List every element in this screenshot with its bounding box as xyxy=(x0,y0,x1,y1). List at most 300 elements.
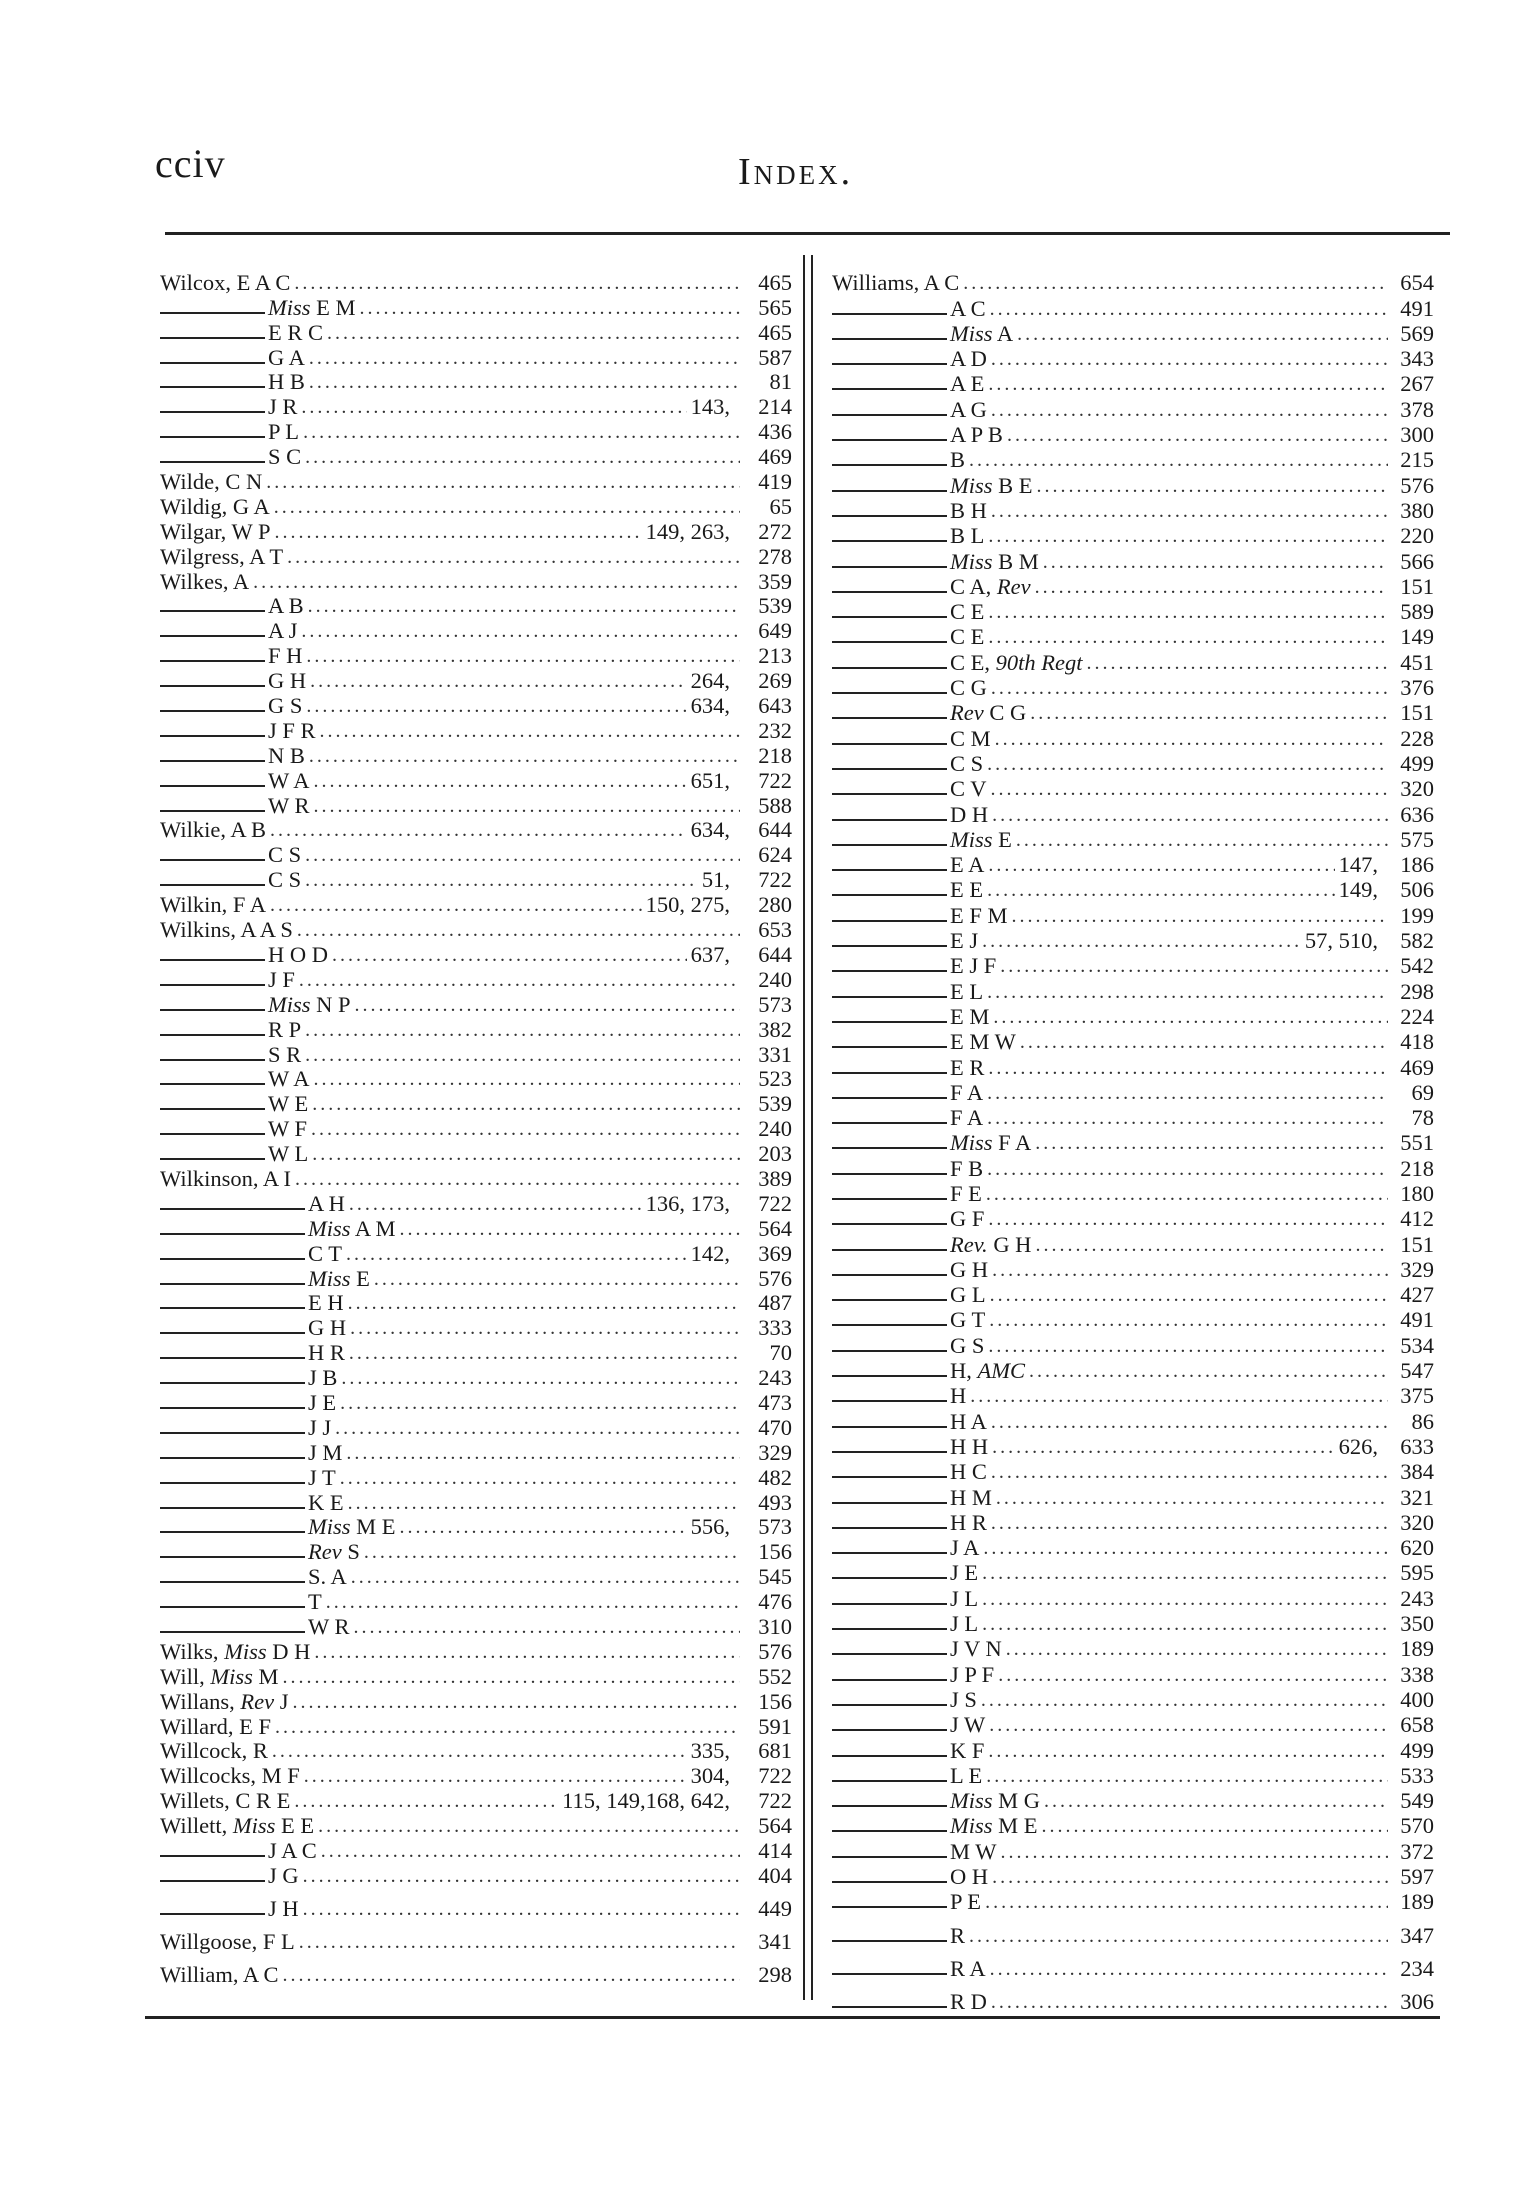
ditto-dash xyxy=(832,2006,947,2008)
page-ref: 419 xyxy=(758,469,792,495)
index-entry xyxy=(832,1535,1434,1560)
entry-name: J L xyxy=(950,1585,979,1611)
index-entry xyxy=(832,396,1434,421)
page-ref: 86 xyxy=(1411,1408,1434,1434)
dot-leader xyxy=(1006,1637,1388,1661)
index-entry xyxy=(160,1614,792,1639)
ditto-dash xyxy=(832,743,947,745)
dot-leader xyxy=(990,297,1388,321)
entry-name: E L xyxy=(950,978,984,1004)
dot-leader xyxy=(332,943,687,967)
page-ref: 487 xyxy=(758,1290,792,1316)
index-entry xyxy=(832,447,1434,472)
ditto-dash xyxy=(160,1083,265,1085)
entry-name: G T xyxy=(950,1307,986,1333)
index-entry xyxy=(832,649,1434,674)
dot-leader xyxy=(313,1067,740,1091)
ditto-dash xyxy=(832,1628,947,1630)
entry-name: J S xyxy=(950,1686,977,1712)
entry-name: S. A xyxy=(308,1564,347,1590)
extra-page-refs: 634, xyxy=(690,817,730,843)
page-ref: 427 xyxy=(1400,1282,1434,1308)
ditto-dash xyxy=(832,515,947,517)
entry-name: H A xyxy=(950,1408,987,1434)
dot-leader xyxy=(990,777,1388,801)
dot-leader xyxy=(346,1242,687,1266)
dot-leader xyxy=(991,1460,1388,1484)
page-ref: 375 xyxy=(1400,1383,1434,1409)
ditto-dash xyxy=(832,819,947,821)
index-entry xyxy=(160,1714,792,1739)
index-entry xyxy=(832,1889,1434,1914)
page-ref: 320 xyxy=(1400,1509,1434,1535)
index-entry xyxy=(832,1687,1434,1712)
dot-leader xyxy=(995,727,1388,751)
ditto-dash xyxy=(160,1457,305,1459)
index-entry xyxy=(160,917,792,942)
dot-leader xyxy=(253,570,740,594)
dot-leader xyxy=(305,445,740,469)
dot-leader xyxy=(991,347,1388,371)
page-ref: 384 xyxy=(1400,1459,1434,1485)
dot-leader xyxy=(341,1366,740,1390)
index-entry xyxy=(832,1661,1434,1686)
entry-name: J M xyxy=(308,1439,343,1465)
index-entry xyxy=(832,1788,1434,1813)
page-ref: 151 xyxy=(1400,700,1434,726)
index-entry xyxy=(832,1130,1434,1155)
dot-leader xyxy=(982,1587,1388,1611)
index-entry xyxy=(160,793,792,818)
dot-leader xyxy=(988,625,1388,649)
entry-name: Miss M E xyxy=(950,1813,1038,1839)
index-entry xyxy=(832,1004,1434,1029)
dot-leader xyxy=(983,1536,1388,1560)
dot-leader xyxy=(400,1217,740,1241)
dot-leader xyxy=(991,1990,1388,2014)
extra-page-refs: 51, xyxy=(701,867,730,893)
entry-name: Wilgress, A T xyxy=(160,543,284,569)
dot-leader xyxy=(988,524,1388,548)
dot-leader xyxy=(309,346,740,370)
dot-leader xyxy=(987,878,1335,902)
index-entry xyxy=(160,519,792,544)
page-ref: 722 xyxy=(758,1190,792,1216)
index-entry xyxy=(832,1181,1434,1206)
ditto-dash xyxy=(832,1173,947,1175)
page-ref: 228 xyxy=(1400,725,1434,751)
entry-name: J A C xyxy=(268,1838,317,1863)
extra-page-refs: 115, 149,168, 642, xyxy=(562,1788,730,1814)
page-ref: 215 xyxy=(1400,447,1434,473)
ditto-dash xyxy=(832,1755,947,1757)
page-ref: 636 xyxy=(1400,801,1434,827)
index-entry xyxy=(160,1067,792,1092)
dot-leader xyxy=(308,594,740,618)
ditto-dash xyxy=(832,1906,947,1908)
dot-leader xyxy=(335,1416,740,1440)
ditto-dash xyxy=(832,490,947,492)
entry-name: Wildig, G A xyxy=(160,493,270,519)
index-entry xyxy=(160,1440,792,1465)
entry-name: J A xyxy=(950,1535,980,1561)
dot-leader xyxy=(301,619,740,643)
page-ref: 499 xyxy=(1400,1737,1434,1763)
page-ref: 569 xyxy=(1400,320,1434,346)
index-entry xyxy=(160,1315,792,1340)
entry-name: Miss A M xyxy=(308,1215,396,1241)
ditto-dash xyxy=(160,1432,305,1434)
ditto-dash xyxy=(832,388,947,390)
index-entry xyxy=(832,422,1434,447)
dot-leader xyxy=(318,1814,740,1838)
entry-name: J P F xyxy=(950,1661,995,1687)
dot-leader xyxy=(349,1341,740,1365)
extra-page-refs: 637, xyxy=(690,941,730,967)
entry-name: Miss B M xyxy=(950,548,1039,574)
dot-leader xyxy=(311,1117,740,1141)
page-ref: 552 xyxy=(758,1663,792,1689)
dot-leader xyxy=(1020,1030,1388,1054)
dot-leader xyxy=(1087,651,1389,675)
page-ref: 582 xyxy=(1400,928,1434,954)
index-entry xyxy=(832,1383,1434,1408)
entry-name: C A, Rev xyxy=(950,573,1031,599)
page-ref: 565 xyxy=(758,294,792,320)
dot-leader xyxy=(326,1590,740,1614)
page-ref: 573 xyxy=(758,1514,792,1540)
index-entry xyxy=(832,371,1434,396)
page-ref: 539 xyxy=(758,593,792,619)
entry-name: Miss A xyxy=(950,320,1014,346)
entry-name: R D xyxy=(950,1989,987,2015)
entry-name: Willett, Miss E E xyxy=(160,1813,315,1839)
entry-name: N B xyxy=(268,742,305,768)
dot-leader xyxy=(348,1291,740,1315)
index-entry xyxy=(832,1510,1434,1535)
entry-name: E M W xyxy=(950,1029,1016,1055)
page-ref: 343 xyxy=(1400,346,1434,372)
page-ref: 224 xyxy=(1400,1003,1434,1029)
ditto-dash xyxy=(832,717,947,719)
index-entry xyxy=(160,1788,792,1813)
entry-name: R xyxy=(950,1922,966,1948)
page-ref: 570 xyxy=(1400,1813,1434,1839)
index-entry xyxy=(832,270,1434,295)
entry-name: J R xyxy=(268,394,298,420)
dot-leader xyxy=(310,669,687,693)
entry-name: L E xyxy=(950,1762,983,1788)
entry-name: Wilkinson, A I xyxy=(160,1165,291,1191)
index-entry xyxy=(832,1838,1434,1863)
ditto-dash xyxy=(160,362,265,364)
page-ref: 278 xyxy=(758,543,792,569)
page-ref: 551 xyxy=(1400,1130,1434,1156)
ditto-dash xyxy=(160,1258,305,1260)
page-ref: 534 xyxy=(1400,1332,1434,1358)
dot-leader xyxy=(266,470,740,494)
index-entry xyxy=(832,1956,1434,1981)
entry-name: C E, 90th Regt xyxy=(950,649,1083,675)
index-entry xyxy=(160,892,792,917)
entry-name: C E xyxy=(950,599,985,625)
dot-leader xyxy=(996,1486,1388,1510)
page-ref: 186 xyxy=(1400,852,1434,878)
page-ref: 414 xyxy=(758,1838,792,1863)
index-entry xyxy=(160,1042,792,1067)
ditto-dash xyxy=(832,1299,947,1301)
page-ref: 576 xyxy=(758,1265,792,1291)
index-entry xyxy=(832,498,1434,523)
ditto-dash xyxy=(160,884,265,886)
page-ref: 482 xyxy=(758,1464,792,1490)
index-entry xyxy=(832,1636,1434,1661)
entry-name: A H xyxy=(308,1190,345,1216)
index-entry xyxy=(832,1434,1434,1459)
index-entry xyxy=(160,345,792,370)
index-entry xyxy=(160,419,792,444)
ditto-dash xyxy=(832,920,947,922)
dot-leader xyxy=(312,1092,740,1116)
entry-name: William, A C xyxy=(160,1961,279,1987)
dot-leader xyxy=(988,1739,1388,1763)
ditto-dash xyxy=(160,735,265,737)
index-entry xyxy=(832,1282,1434,1307)
ditto-dash xyxy=(160,1880,265,1882)
index-entry xyxy=(832,1257,1434,1282)
entry-name: G L xyxy=(950,1282,986,1308)
dot-leader xyxy=(991,499,1388,523)
extra-page-refs: 142, xyxy=(690,1240,730,1266)
dot-leader xyxy=(1037,474,1388,498)
page-ref: 545 xyxy=(758,1564,792,1590)
extra-page-refs: 147, xyxy=(1338,852,1378,878)
index-entry xyxy=(832,1206,1434,1231)
dot-leader xyxy=(1043,550,1388,574)
page-ref: 213 xyxy=(758,643,792,669)
entry-name: Rev S xyxy=(308,1539,360,1565)
entry-name: J F xyxy=(268,966,295,992)
page-ref: 649 xyxy=(758,618,792,644)
entry-name: J T xyxy=(308,1464,336,1490)
page-ref: 180 xyxy=(1400,1180,1434,1206)
page-ref: 493 xyxy=(758,1489,792,1515)
page-ref: 306 xyxy=(1400,1989,1434,2015)
dot-leader xyxy=(303,420,740,444)
index-entry xyxy=(160,544,792,569)
ditto-dash xyxy=(832,1046,947,1048)
dot-leader xyxy=(355,993,740,1017)
dot-leader xyxy=(305,1018,740,1042)
dot-leader xyxy=(400,1515,687,1539)
index-entry xyxy=(160,494,792,519)
entry-name: Miss B E xyxy=(950,472,1033,498)
page-ref: 272 xyxy=(758,518,792,544)
extra-page-refs: 136, 173, xyxy=(645,1190,730,1216)
index-entry xyxy=(832,1408,1434,1433)
entry-name: F A xyxy=(950,1105,984,1131)
ditto-dash xyxy=(160,1482,305,1484)
dot-leader xyxy=(982,929,1301,953)
entry-name: Rev. G H xyxy=(950,1231,1032,1257)
ditto-dash xyxy=(832,1122,947,1124)
entry-name: E F M xyxy=(950,902,1008,928)
entry-name: E E xyxy=(950,877,984,903)
extra-page-refs: 149, 263, xyxy=(645,518,730,544)
dot-leader xyxy=(1017,322,1388,346)
extra-page-refs: 264, xyxy=(690,668,730,694)
page-ref: 220 xyxy=(1400,523,1434,549)
page-ref: 620 xyxy=(1400,1535,1434,1561)
entry-name: Willans, Rev J xyxy=(160,1688,289,1714)
index-entry xyxy=(832,1737,1434,1762)
dot-leader xyxy=(986,1182,1388,1206)
dot-leader xyxy=(985,1890,1388,1914)
page-ref: 81 xyxy=(769,369,792,395)
page-ref: 151 xyxy=(1400,1231,1434,1257)
index-entry xyxy=(160,668,792,693)
page-ref: 566 xyxy=(1400,548,1434,574)
index-entry xyxy=(160,1813,792,1838)
page-ref: 588 xyxy=(758,792,792,818)
ditto-dash xyxy=(160,1009,265,1011)
index-entry xyxy=(160,1639,792,1664)
index-entry xyxy=(832,574,1434,599)
page-ref: 333 xyxy=(758,1315,792,1341)
page-ref: 591 xyxy=(758,1713,792,1739)
dot-leader xyxy=(292,1690,740,1714)
page-ref: 564 xyxy=(758,1215,792,1241)
ditto-dash xyxy=(160,635,265,637)
index-entry xyxy=(160,1241,792,1266)
extra-page-refs: 150, 275, xyxy=(645,892,730,918)
dot-leader xyxy=(275,1715,740,1739)
dot-leader xyxy=(992,1258,1388,1282)
page-ref: 589 xyxy=(1400,599,1434,625)
dot-leader xyxy=(990,1957,1388,1981)
page-ref: 359 xyxy=(758,568,792,594)
ditto-dash xyxy=(160,1855,265,1857)
dot-leader xyxy=(1035,575,1388,599)
ditto-dash xyxy=(832,1426,947,1428)
page-ref: 658 xyxy=(1400,1712,1434,1738)
dot-leader xyxy=(987,980,1388,1004)
index-entry xyxy=(160,1664,792,1689)
ditto-dash xyxy=(832,1400,947,1402)
entry-name: C S xyxy=(950,750,984,776)
index-entry xyxy=(832,1712,1434,1737)
page-ref: 189 xyxy=(1400,1636,1434,1662)
index-entry xyxy=(160,842,792,867)
entry-name: J B xyxy=(308,1365,338,1391)
ditto-dash xyxy=(832,793,947,795)
page-ref: 499 xyxy=(1400,750,1434,776)
index-entry xyxy=(832,751,1434,776)
index-entry xyxy=(832,1989,1434,2014)
index-entry xyxy=(160,718,792,743)
extra-page-refs: 57, 510, xyxy=(1304,928,1378,954)
entry-name: J E xyxy=(308,1389,337,1415)
entry-name: Miss E xyxy=(950,826,1012,852)
page-ref: 331 xyxy=(758,1041,792,1067)
dot-leader xyxy=(340,1391,740,1415)
entry-name: P L xyxy=(268,419,300,445)
ditto-dash xyxy=(160,1631,305,1633)
index-entry xyxy=(832,1080,1434,1105)
dot-leader xyxy=(303,1864,740,1888)
ditto-dash xyxy=(832,1147,947,1149)
index-entry xyxy=(832,1922,1434,1947)
page-ref: 575 xyxy=(1400,826,1434,852)
entry-name: G F xyxy=(950,1206,985,1232)
entry-name: Wilkin, F A xyxy=(160,892,266,918)
index-entry xyxy=(832,1105,1434,1130)
page-ref: 576 xyxy=(1400,472,1434,498)
entry-name: Wilks, Miss D H xyxy=(160,1638,311,1664)
entry-name: S C xyxy=(268,444,302,470)
index-entry xyxy=(160,1365,792,1390)
page-ref: 473 xyxy=(758,1389,792,1415)
dot-leader xyxy=(970,1384,1388,1408)
index-entry xyxy=(832,902,1434,927)
index-entry xyxy=(832,1763,1434,1788)
entry-name: O H xyxy=(950,1864,989,1889)
page-ref: 369 xyxy=(758,1240,792,1266)
dot-leader xyxy=(991,1511,1388,1535)
index-entry xyxy=(832,1585,1434,1610)
index-entry xyxy=(832,827,1434,852)
entry-name: A E xyxy=(950,371,985,397)
page-ref: 597 xyxy=(1400,1864,1434,1889)
index-entry xyxy=(160,1539,792,1564)
page-ref: 376 xyxy=(1400,675,1434,701)
index-entry xyxy=(832,953,1434,978)
ditto-dash xyxy=(832,869,947,871)
ditto-dash xyxy=(832,464,947,466)
ditto-dash xyxy=(832,1881,947,1883)
ditto-dash xyxy=(832,1223,947,1225)
index-entry xyxy=(832,700,1434,725)
entry-name: Miss E M xyxy=(268,294,356,320)
index-entry xyxy=(160,1515,792,1540)
dot-leader xyxy=(991,1410,1388,1434)
ditto-dash xyxy=(160,610,265,612)
entry-name: A P B xyxy=(950,422,1003,448)
ditto-dash xyxy=(832,1249,947,1251)
index-entry xyxy=(160,818,792,843)
page-ref: 310 xyxy=(758,1613,792,1639)
ditto-dash xyxy=(160,685,265,687)
page-ref: 372 xyxy=(1400,1838,1434,1864)
dot-leader xyxy=(320,719,740,743)
entry-name: J L xyxy=(950,1611,979,1637)
ditto-dash xyxy=(832,768,947,770)
index-entry xyxy=(160,1564,792,1589)
dot-leader xyxy=(304,1764,687,1788)
dot-leader xyxy=(992,1865,1388,1889)
entry-name: E A xyxy=(950,852,985,878)
page-ref: 214 xyxy=(758,394,792,420)
page-ref: 722 xyxy=(758,1788,792,1814)
index-entry xyxy=(832,1560,1434,1585)
page-ref: 243 xyxy=(758,1365,792,1391)
dot-leader xyxy=(348,1491,740,1515)
entry-name: W F xyxy=(268,1116,307,1142)
extra-page-refs: 149, xyxy=(1338,877,1378,903)
page-ref: 389 xyxy=(758,1165,792,1191)
ditto-dash xyxy=(832,1729,947,1731)
ditto-dash xyxy=(160,1108,265,1110)
